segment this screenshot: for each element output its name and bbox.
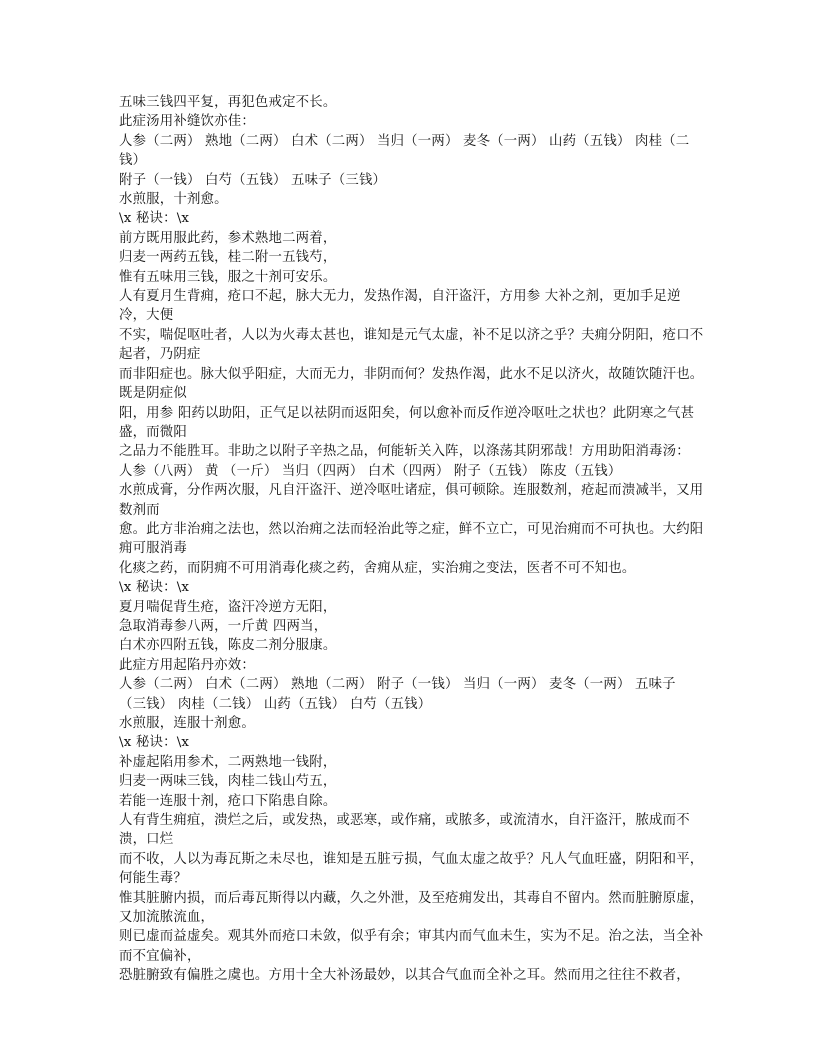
text-line: 水煎服，连服十剂愈。 [119,716,255,731]
verse-heading: \x 秘诀：\x [119,735,190,751]
text-line: 水煎服，十剂愈。 [119,192,228,208]
text-line: 惟其脏腑内损，而后毒瓦斯得以内藏，久之外泄，及至疮痈发出，其毒自不留内。然而脏腑原虚，又加流脓流血， [119,890,704,926]
verse-line: 白术亦四附五钱，陈皮二剂分服康。 [119,638,337,654]
formula-line: 人参（二两） 熟地（二两） 白术（二两） 当归（一两） 麦冬（一两） 山药（五钱） 肉桂（二钱） [119,133,690,169]
formula-line: 附子（一钱） 白芍（五钱） 五味子（三钱） [119,172,387,188]
verse-heading: \x 秘诀：\x [119,580,190,596]
text-line: 之品力不能胜耳。非助之以附子辛热之品，何能斩关入阵，以涤荡其阴邪哉！方用助阳消毒汤： [119,444,690,460]
verse-heading: \x 秘诀：\x [119,211,190,227]
text-line: 人有夏月生背痈，疮口不起，脉大无力，发热作渴，自汗盗汗，方用参 大补之剂，更加手足逆冷，大便 [119,289,681,324]
text-line: 阳，用参 阳药以助阳，正气足以祛阴而返阳矣，何以愈补而反作逆冷呕吐之状也？此阴寒之气甚盛，而微阳 [119,405,695,440]
text-line: 愈。此方非治痈之法也，然以治痈之法而轻治此等之症，鲜不立亡，可见治痈而不可执也。大约阳痈可服消毒 [119,521,704,557]
formula-line: 人参（八两） 黄 （一斤） 当归（四两） 白术（四两） 附子（五钱） 陈皮（五钱） [119,463,622,479]
text-line: 而非阳症也。脉大似乎阳症，大而无力，非阴而何？发热作渴，此水不足以济火，故随饮随汗也。既是阴症似 [119,366,704,402]
verse-line: 归麦一两味三钱，肉桂二钱山芍五， [119,774,337,790]
verse-line: 归麦一两药五钱，桂二附一五钱芍， [119,250,337,266]
verse-line: 惟有五味用三钱，服之十剂可安乐。 [119,269,337,285]
text-line: 人有背生痈疽，溃烂之后，或发热，或恶寒，或作痛，或脓多，或流清水，自汗盗汗，脓成而不溃，口烂 [119,813,690,848]
text-line: 则已虚而益虚矣。观其外而疮口未敛，似乎有余；审其内而气血未生，实为不足。治之法，当全补而不宜偏补， [119,929,704,964]
text-line: 此症方用起陷丹亦效： [119,657,255,673]
text-line: 不实，喘促呕吐者，人以为火毒太甚也，谁知是元气太虚，补不足以济之乎？夫痈分阴阳，疮口不起者，乃阴症 [119,327,704,363]
verse-line: 补虚起陷用参术，二两熟地一钱附， [119,754,337,770]
verse-line: 若能一连服十剂，疮口下陷患自除。 [119,793,337,809]
text-line: 五味三钱四平复，再犯色戒定不长。 [119,95,337,110]
text-line: 恐脏腑致有偏胜之虞也。方用十全大补汤最妙，以其合气血而全补之耳。然而用之往往不救者， [119,968,690,984]
text-line: 化痰之药，而阴痈不可用消毒化痰之药，舍痈从症，实治痈之变法，医者不可不知也。 [119,560,636,576]
verse-line: 前方既用服此药，参术熟地二两着， [119,230,337,246]
text-line: 而不收，人以为毒瓦斯之未尽也，谁知是五脏亏损，气血太虚之故乎？凡人气血旺盛，阴阳和平，何能生毒？ [119,851,704,887]
verse-line: 夏月喘促背生疮，盗汗冷逆方无阳， [119,599,337,615]
formula-line: 人参（二两） 白术（二两） 熟地（二两） 附子（一钱） 当归（一两） 麦冬（一两） 五味子 [119,677,676,693]
text-line: 此症汤用补缝饮亦佳： [119,114,255,130]
formula-line: （三钱） 肉桂（二钱） 山药（五钱） 白芍（五钱） [119,696,432,712]
text-line: 水煎成膏，分作两次服，凡自汗盗汗、逆冷呕吐诸症，俱可顿除。连服数剂，疮起而溃减半，又用数剂而 [119,483,704,518]
verse-line: 急取消毒参八两，一斤黄 四两当， [119,618,328,634]
